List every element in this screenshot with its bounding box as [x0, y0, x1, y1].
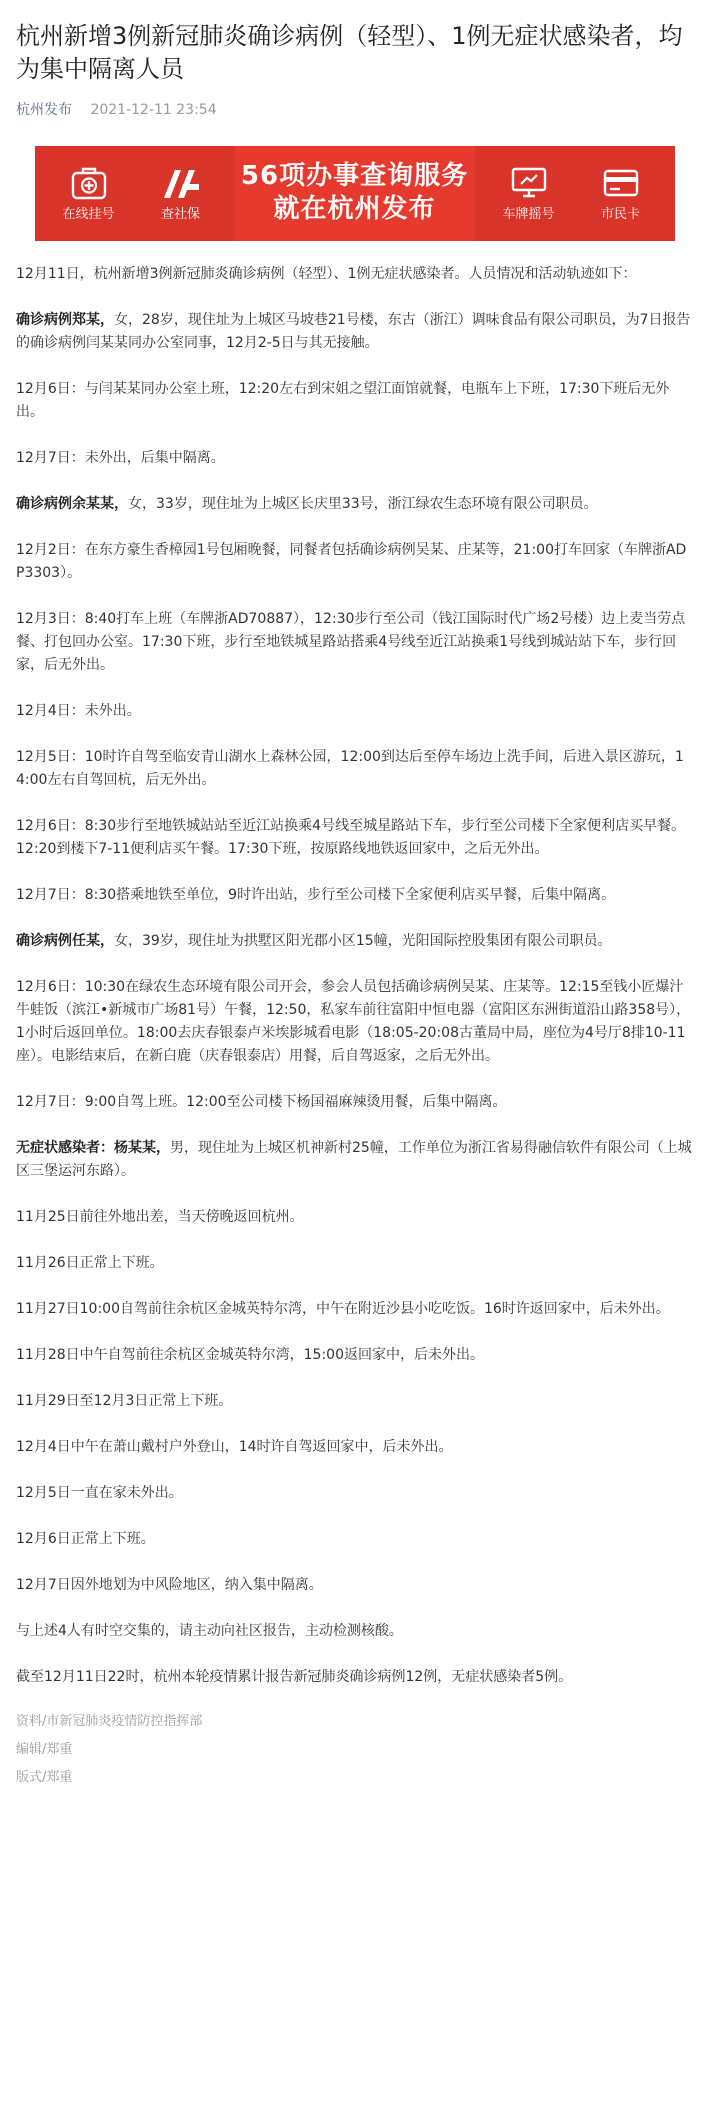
paragraph: 确诊病例郑某，女，28岁，现住址为上城区马坡巷21号楼，东古（浙江）调味食品有限公司职员，为7日报告的确诊病例闫某某同办公室同事，12月2-5日与其无接触。: [16, 312, 691, 351]
case-heading: 确诊病例郑某，: [16, 312, 114, 328]
publish-datetime: 2021-12-11 23:54: [90, 102, 217, 118]
case-heading: 确诊病例任某，: [16, 933, 114, 949]
paragraph: 确诊病例余某某，女，33岁，现住址为上城区长庆里33号，浙江绿农生态环境有限公司职员。: [16, 496, 598, 512]
source-account-link[interactable]: 杭州发布: [16, 102, 72, 118]
paragraph: 11月27日10:00自驾前往余杭区金城英特尔湾，中午在附近沙县小吃吃饭。16时许返回家中，后未外出。: [16, 1301, 670, 1317]
paragraph: 12月3日：8:40打车上班（车牌浙AD70887），12:30步行至公司（钱江国际时代广场2号楼）边上麦当劳点餐、打包回办公室。17:30下班，步行至地铁城星路站搭乘4号线至近江站换乘1号线到城站站下车，步行回家，后无外出。: [16, 611, 686, 673]
paragraph: 与上述4人有时空交集的，请主动向社区报告，主动检测核酸。: [16, 1623, 403, 1639]
paragraph: 12月7日：8:30搭乘地铁至单位，9时许出站，步行至公司楼下全家便利店买早餐，后集中隔离。: [16, 887, 616, 903]
paragraph: 12月7日：未外出，后集中隔离。: [16, 450, 225, 466]
case-heading: 确诊病例余某某，: [16, 496, 128, 512]
social-security-logo-icon: [161, 165, 201, 201]
medical-kit-icon: [69, 165, 109, 201]
footer-editor: 编辑/郑重: [16, 1742, 73, 1757]
banner-item-online-registration[interactable]: [43, 146, 135, 241]
article-footer: [16, 1712, 693, 1787]
paragraph: 截至12月11日22时，杭州本轮疫情累计报告新冠肺炎确诊病例12例，无症状感染者5例。: [16, 1669, 573, 1685]
paragraph: 11月26日正常上下班。: [16, 1255, 164, 1271]
paragraph: 12月4日中午在萧山戴村户外登山，14时许自驾返回家中，后未外出。: [16, 1439, 453, 1455]
paragraph: 12月4日：未外出。: [16, 703, 141, 719]
footer-source: 资料/市新冠肺炎疫情防控指挥部: [16, 1714, 203, 1729]
paragraph: 11月29日至12月3日正常上下班。: [16, 1393, 233, 1409]
article-body: [16, 263, 693, 1689]
paragraph: 无症状感染者：杨某某，男，现住址为上城区机神新村25幢，工作单位为浙江省易得融信软件有限公司（上城区三堡运河东路）。: [16, 1140, 692, 1179]
footer-layout: 版式/郑重: [16, 1770, 73, 1785]
paragraph: 12月11日，杭州新增3例新冠肺炎确诊病例（轻型）、1例无症状感染者。人员情况和活动轨迹如下：: [16, 266, 637, 282]
case-heading: 无症状感染者：杨某某，: [16, 1140, 170, 1156]
banner-item-license-lottery[interactable]: [483, 146, 575, 241]
banner-headline-line1: 56项办事查询服务: [240, 161, 469, 191]
banner-item-social-security[interactable]: [135, 146, 227, 241]
article-title: 杭州新增3例新冠肺炎确诊病例（轻型）、1例无症状感染者，均为集中隔离人员: [16, 22, 683, 83]
paragraph: 12月7日因外地划为中风险地区，纳入集中隔离。: [16, 1577, 323, 1593]
paragraph: 12月6日：8:30步行至地铁城站站至近江站换乘4号线至城星路站下车，步行至公司楼下全家便利店买早餐。12:20到楼下7-11便利店买午餐。17:30下班，按原路线地铁返回家中，之后无外出。: [16, 818, 686, 857]
banner-item-citizen-card[interactable]: [575, 146, 667, 241]
banner-item-label: 查社保: [160, 206, 200, 222]
paragraph: 12月6日：10:30在绿农生态环境有限公司开会，参会人员包括确诊病例吴某、庄某等。12:15至钱小匠爆汁牛蛙饭（滨江•新城市广场81号）午餐，12:50，私家车前往富阳中恒电器（富阳区东洲街道沿山路358号），1小时后返回单位。18:00去庆春银泰卢米埃影城看电影（18:05-20:08古董局中局，座位为4号厅8排10-11座）。电影结束后，在新白鹿（庆春银泰店）用餐，后自驾返家，之后无外出。: [16, 979, 691, 1064]
paragraph: 确诊病例任某，女，39岁，现住址为拱墅区阳光郡小区15幢，光阳国际控股集团有限公司职员。: [16, 933, 612, 949]
paragraph: 12月7日：9:00自驾上班。12:00至公司楼下杨国福麻辣烫用餐，后集中隔离。: [16, 1094, 507, 1110]
banner-headline-line2: 就在杭州发布: [273, 194, 436, 224]
article-meta: [16, 100, 693, 120]
paragraph: 12月5日：10时许自驾至临安青山湖水上森林公园，12:00到达后至停车场边上洗手间，后进入景区游玩，14:00左右自驾回杭，后无外出。: [16, 749, 684, 788]
banner-item-label: 市民卡: [600, 206, 640, 222]
monitor-icon: [509, 165, 549, 201]
paragraph: 12月6日正常上下班。: [16, 1531, 155, 1547]
banner-headline: [235, 160, 475, 226]
card-icon: [601, 165, 641, 201]
paragraph: 11月28日中午自驾前往余杭区金城英特尔湾，15:00返回家中，后未外出。: [16, 1347, 484, 1363]
banner-item-label: 车牌摇号: [502, 206, 555, 222]
paragraph: 12月6日：与闫某某同办公室上班，12:20左右到宋姐之望江面馆就餐，电瓶车上下班，17:30下班后无外出。: [16, 381, 670, 420]
paragraph: 12月2日：在东方豪生香樟园1号包厢晚餐，同餐者包括确诊病例吴某、庄某等，21:00打车回家（车牌浙ADP3303）。: [16, 542, 687, 581]
paragraph: 12月5日一直在家未外出。: [16, 1485, 183, 1501]
paragraph: 11月25日前往外地出差，当天傍晚返回杭州。: [16, 1209, 304, 1225]
service-banner[interactable]: [35, 146, 675, 241]
banner-item-label: 在线挂号: [62, 206, 115, 222]
